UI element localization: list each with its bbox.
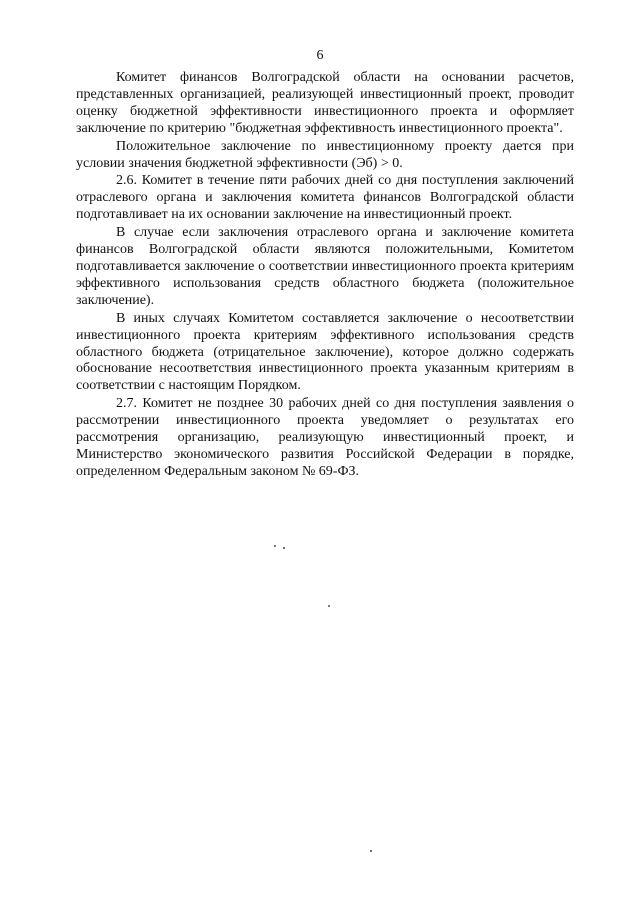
paragraph-2-7: 2.7. Комитет не позднее 30 рабочих дней со дня поступления заявления о рассмотрении инвестиционного проекта уведомляет о результатах его рассмотрения организацию, реализующую инвестиционный проект, и Министерство экономического развития Российской Федерации в порядке, определенном Федеральным законом № 69-ФЗ. [76,396,574,479]
scan-speck [370,850,372,852]
paragraph-negative-conclusion: В иных случаях Комитетом составляется заключение о несоответствии инвестиционного проекта критериям эффективного использования средств областного бюджета (отрицательное заключение), которое должно содержать обоснование несоответствия инвестиционного проекта указанным критериям в соответствии с настоящим Порядком. [76,310,574,394]
paragraph-2-6: 2.6. Комитет в течение пяти рабочих дней со дня поступления заключений отраслевого органа и заключения комитета финансов Волгоградской области подготавливает на их основании заключение на инвестиционный проект. [76,173,574,223]
paragraph-positive-condition: Положительное заключение по инвестиционному проекту дается при условии значения бюджетной эффективности (Эб) > 0. [76,138,574,171]
scan-speck [328,605,330,607]
scan-speck [283,547,285,549]
paragraph-positive-conclusion: В случае если заключения отраслевого органа и заключение комитета финансов Волгоградской области являются положительными, Комитетом подготавливается заключение о соответствии инвестиционного проекта критериям эффективного использования средств областного бюджета (положительное заключение). [76,225,574,308]
document-body [76,70,574,481]
page-number: 6 [316,48,324,63]
paragraph-finance-committee: Комитет финансов Волгоградской области на основании расчетов, представленных организацией, реализующей инвестиционный проект, проводит оценку бюджетной эффективности инвестиционного проекта и оформляет заключение по критерию "бюджетная эффективность инвестиционного проекта". [76,70,574,136]
scan-speck [274,545,276,547]
